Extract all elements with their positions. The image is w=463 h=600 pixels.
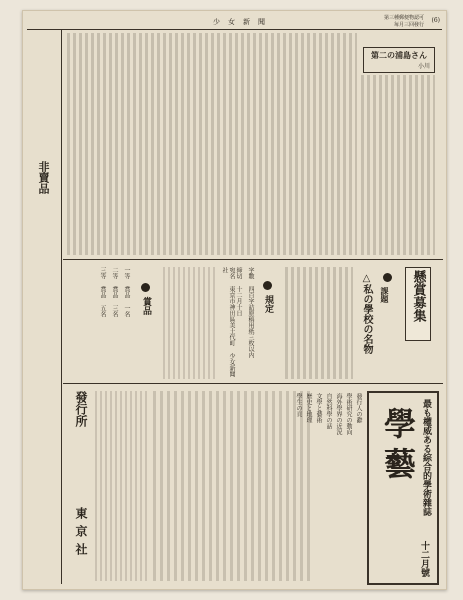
prize-line-1: 一等 賞品 一名 [123, 267, 130, 317]
middle-rule [63, 259, 443, 260]
publisher-name: 東京社 [74, 507, 88, 561]
theme-bullet-icon [383, 273, 392, 282]
story-title: 第二の浦島さん [371, 50, 427, 60]
ad-tagline: 最も權威ある綜合的學術雜誌 [421, 399, 431, 516]
ad-box [367, 391, 439, 585]
bottom-article-text [153, 391, 311, 581]
contest-body-text [285, 267, 353, 379]
contents-item-3: 海外學界の近況 [335, 393, 342, 435]
story-text [361, 75, 435, 255]
contest-title-box [405, 267, 431, 341]
prize-line-3: 三等 賞品 五名 [99, 267, 106, 317]
theme-label: 課題 [380, 287, 390, 303]
newspaper-page [22, 10, 447, 590]
rules-line-1: 字數 四百字詰原稿用紙三枚以内 [247, 267, 254, 358]
rules-label: 規定 [263, 295, 273, 313]
sidebar-divider [61, 29, 62, 584]
contents-item-7: 學生の頁 [295, 393, 302, 417]
story-author: 小川 [417, 63, 430, 70]
bottom-rule [63, 383, 443, 384]
page-number: (6) [431, 17, 440, 24]
rules-line-2: 締切 十二月十日 [235, 267, 242, 316]
not-for-sale-label: 非賣品 [37, 161, 50, 194]
prize-label: 賞品 [141, 297, 151, 315]
paper-name: 少女新聞 [213, 18, 273, 26]
publish-line-2: 毎月三回發行 [393, 22, 424, 28]
contest-title: 懸賞募集 [410, 270, 426, 322]
contents-item-4: 自然科學の話 [325, 393, 332, 429]
story-title-box [363, 47, 435, 73]
ad-magazine-title: 學藝 [379, 407, 417, 487]
rules-extra-text [163, 267, 215, 379]
header-rule-top [27, 29, 442, 30]
publisher-label: 發行所 [74, 391, 88, 427]
theme-text: △私の學校の名物 [361, 273, 372, 354]
ad-issue: 十二月號 [419, 541, 429, 577]
publish-line-1: 第三種郵便物認可 [383, 15, 424, 21]
contents-item-5: 文學と藝術 [315, 393, 322, 423]
contents-item-2: 學術研究の動向 [345, 393, 352, 435]
rules-line-3: 宛名 東京市神田區美土代町 少女新聞社 [221, 267, 235, 377]
contents-item-1: 發行人の辭 [355, 393, 362, 423]
rules-bullet-icon [263, 281, 272, 290]
upper-article-text [67, 33, 357, 255]
prize-bullet-icon [141, 283, 150, 292]
publisher-notes [95, 391, 147, 581]
contents-item-6: 歷史と地理 [305, 393, 312, 423]
prize-line-2: 二等 賞品 三名 [111, 267, 118, 317]
